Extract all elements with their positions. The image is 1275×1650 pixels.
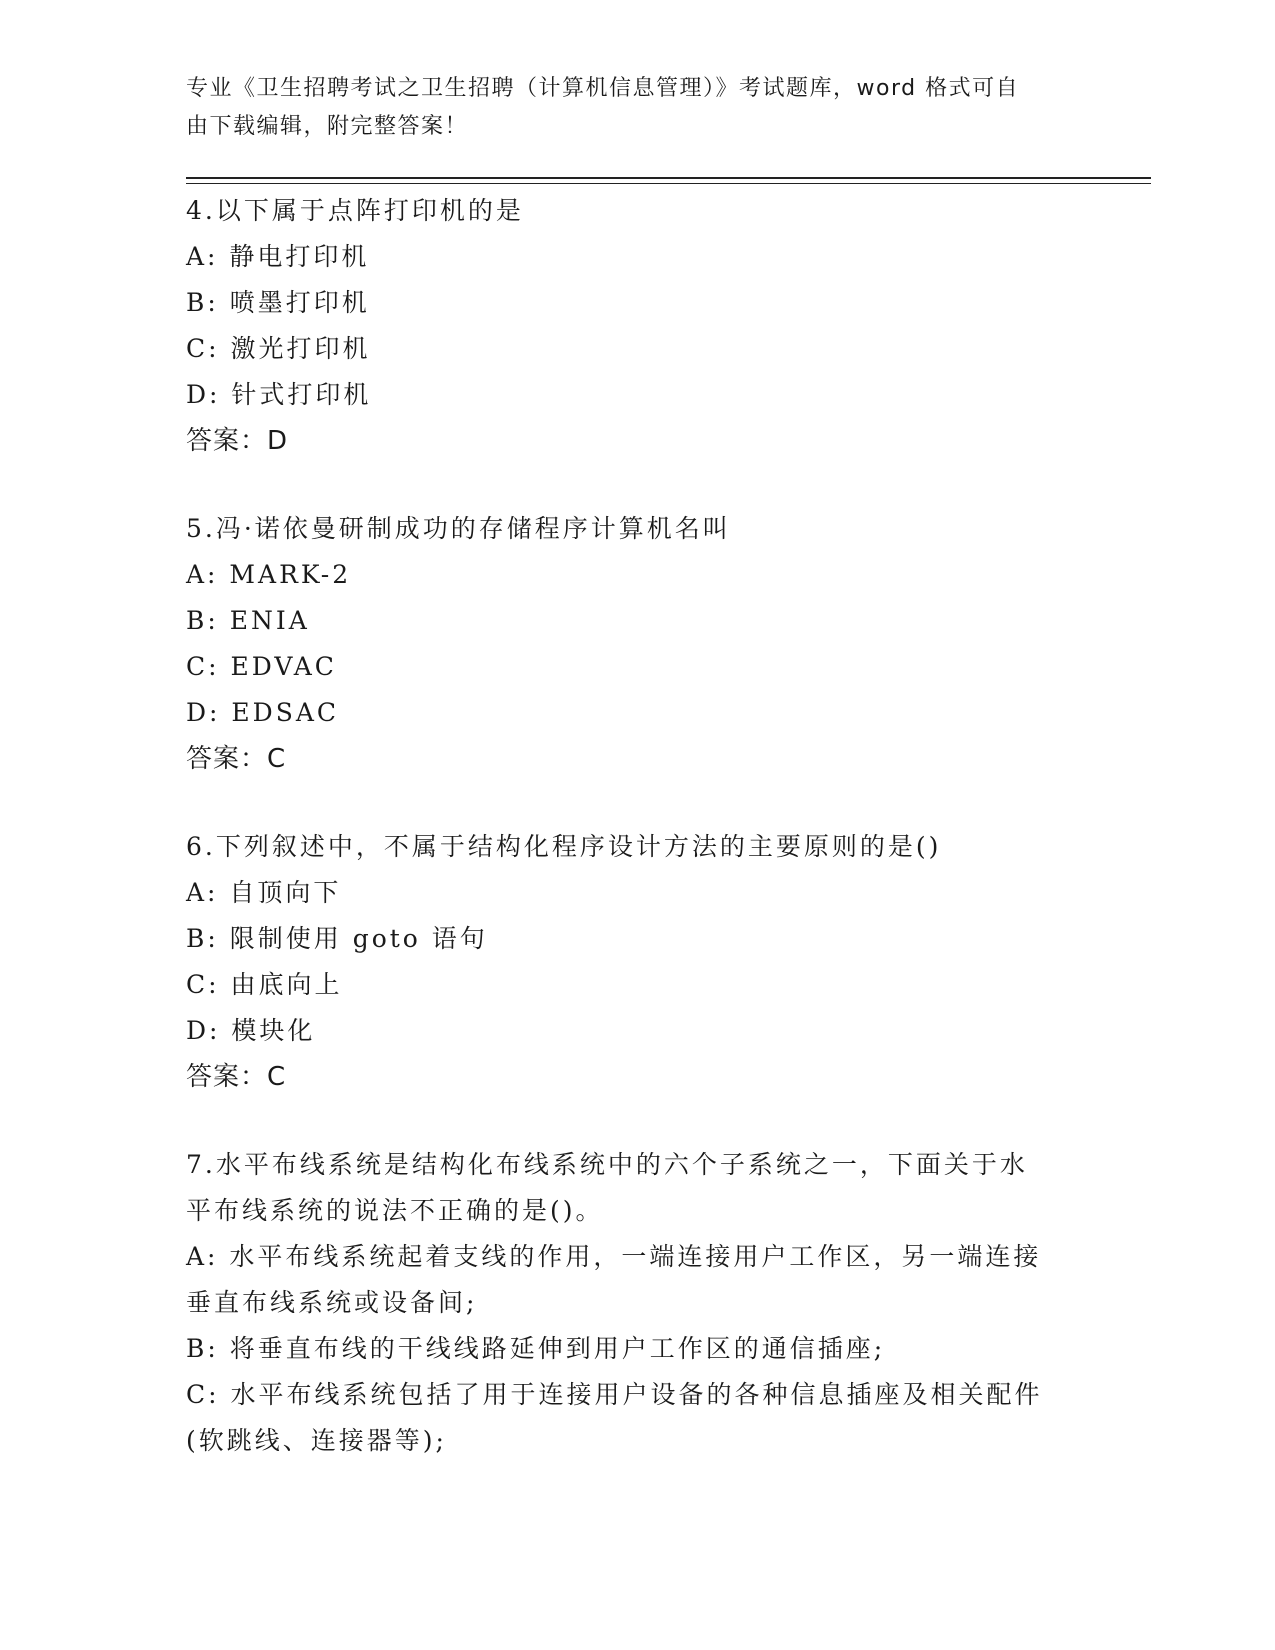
header-divider-thin bbox=[186, 183, 1151, 184]
answer: 答案：C bbox=[186, 744, 287, 774]
option-a-line-2: 垂直布线系统或设备间; bbox=[186, 1288, 478, 1317]
document-header bbox=[186, 70, 1066, 146]
header-line-1: 专业《卫生招聘考试之卫生招聘（计算机信息管理）》考试题库，word 格式可自 bbox=[186, 76, 1020, 101]
question-stem: 4.以下属于点阵打印机的是 bbox=[186, 196, 524, 225]
option-b: B: ENIA bbox=[186, 606, 310, 635]
option-a-line-1: A: 水平布线系统起着支线的作用，一端连接用户工作区，另一端连接 bbox=[186, 1242, 1042, 1271]
option-c: C: 由底向上 bbox=[186, 970, 343, 999]
option-c-line-1: C: 水平布线系统包括了用于连接用户设备的各种信息插座及相关配件 bbox=[186, 1380, 1043, 1409]
option-a: A: MARK-2 bbox=[186, 560, 352, 589]
question-6 bbox=[186, 824, 1086, 1100]
option-b: B: 将垂直布线的干线线路延伸到用户工作区的通信插座; bbox=[186, 1334, 886, 1363]
answer: 答案：C bbox=[186, 1062, 287, 1092]
option-b: B: 限制使用 goto 语句 bbox=[186, 924, 488, 953]
header-divider bbox=[186, 177, 1151, 179]
option-c-line-2: (软跳线、连接器等); bbox=[186, 1426, 447, 1455]
option-d: D: 针式打印机 bbox=[186, 380, 372, 409]
header-line-2: 由下载编辑，附完整答案！ bbox=[186, 114, 469, 139]
question-7 bbox=[186, 1142, 1086, 1464]
option-d: D: 模块化 bbox=[186, 1016, 316, 1045]
question-4 bbox=[186, 188, 1086, 464]
option-d: D: EDSAC bbox=[186, 698, 340, 727]
answer: 答案：D bbox=[186, 426, 289, 456]
question-stem-line-1: 7.水平布线系统是结构化布线系统中的六个子系统之一，下面关于水 bbox=[186, 1150, 1028, 1179]
option-a: A: 自顶向下 bbox=[186, 878, 342, 907]
option-c: C: EDVAC bbox=[186, 652, 337, 681]
question-5 bbox=[186, 506, 1086, 782]
question-stem: 6.下列叙述中，不属于结构化程序设计方法的主要原则的是() bbox=[186, 832, 942, 861]
question-stem-line-2: 平布线系统的说法不正确的是()。 bbox=[186, 1196, 604, 1225]
option-b: B: 喷墨打印机 bbox=[186, 288, 370, 317]
option-a: A: 静电打印机 bbox=[186, 242, 370, 271]
question-stem: 5.冯·诺依曼研制成功的存储程序计算机名叫 bbox=[186, 514, 731, 543]
option-c: C: 激光打印机 bbox=[186, 334, 371, 363]
